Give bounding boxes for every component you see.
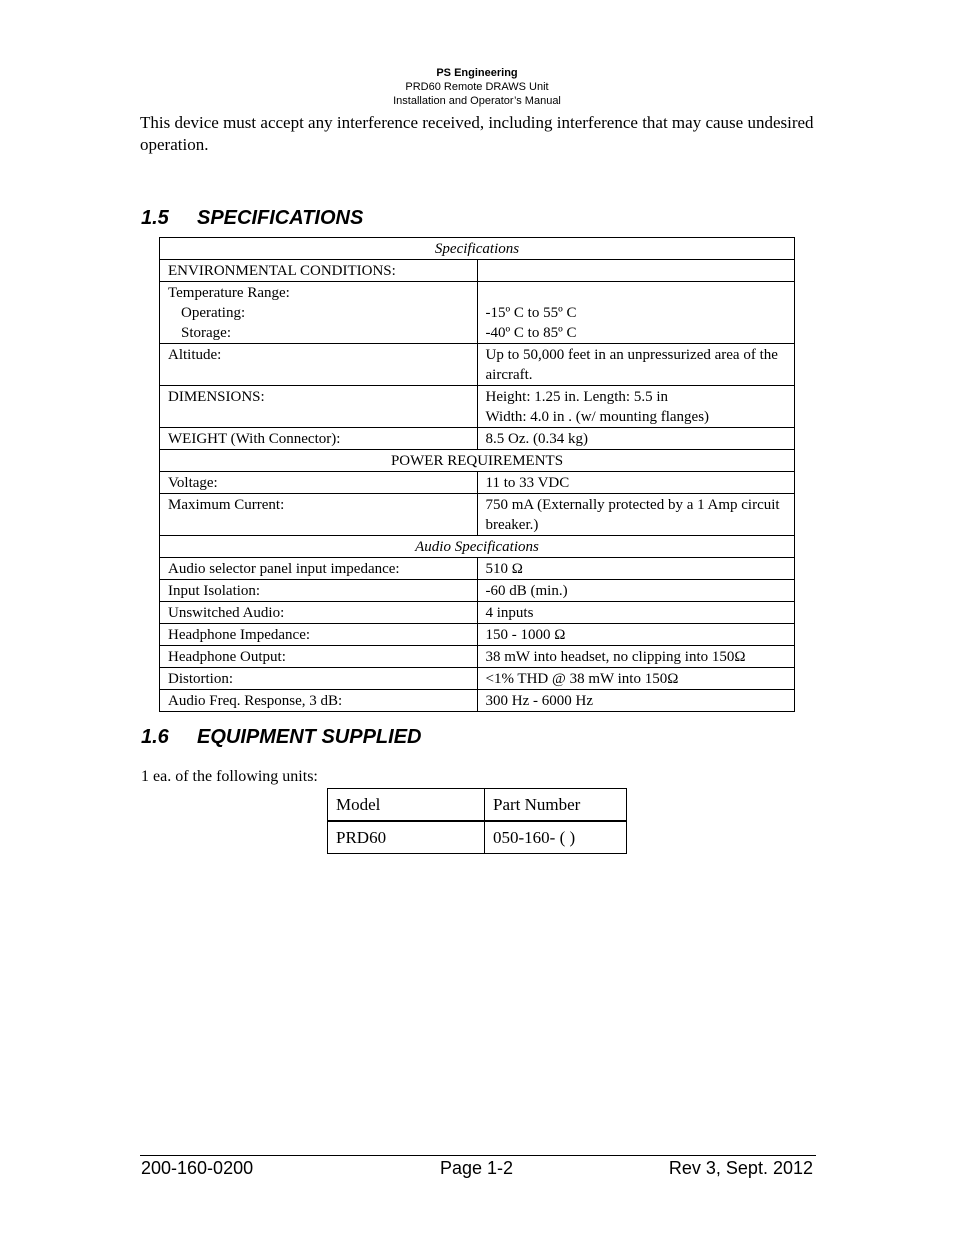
dimensions-label: DIMENSIONS: (160, 386, 478, 428)
footer-doc-number: 200-160-0200 (141, 1158, 254, 1178)
table-row (160, 624, 795, 646)
storage-value: -40º C to 85º C (485, 325, 577, 341)
part-number-cell: 050-160- ( ) (485, 821, 627, 854)
column-header-model: Model (328, 789, 485, 822)
table-row (160, 472, 795, 494)
footer-divider (140, 1155, 816, 1156)
audio-heading: Audio Specifications (160, 536, 795, 558)
audio-row-label: Headphone Output: (160, 646, 478, 668)
altitude-value: Up to 50,000 feet in an unpressurized area of the aircraft. (477, 344, 795, 386)
header-company: PS Engineering (436, 67, 518, 79)
storage-label: Storage: (181, 325, 231, 341)
table-row (160, 558, 795, 580)
intro-paragraph: This device must accept any interference received, including interference that may cause undesired operation. (140, 113, 814, 154)
section-title: EQUIPMENT SUPPLIED (197, 726, 422, 748)
weight-value: 8.5 Oz. (0.34 kg) (477, 428, 795, 450)
table-row (160, 282, 795, 344)
audio-row-label: Headphone Impedance: (160, 624, 478, 646)
footer-revision: Rev 3, Sept. 2012 (668, 1158, 813, 1178)
audio-row-label: Audio selector panel input impedance: (160, 558, 478, 580)
footer-page-number: Page 1-2 (440, 1158, 514, 1178)
dimensions-value (477, 386, 795, 428)
table-row (160, 668, 795, 690)
audio-row-label: Unswitched Audio: (160, 602, 478, 624)
dimensions-line-2: Width: 4.0 in . (w/ mounting flanges) (485, 409, 710, 425)
section-heading-specifications (141, 207, 363, 230)
audio-row-value: -60 dB (min.) (477, 580, 795, 602)
audio-row-label: Input Isolation: (160, 580, 478, 602)
model-cell: PRD60 (328, 821, 485, 854)
temperature-cell (160, 282, 478, 344)
audio-row-value: <1% THD @ 38 mW into 150Ω (477, 668, 795, 690)
audio-row-label: Audio Freq. Response, 3 dB: (160, 690, 478, 712)
power-heading: POWER REQUIREMENTS (160, 450, 795, 472)
table-row (160, 494, 795, 536)
voltage-value: 11 to 33 VDC (477, 472, 795, 494)
section-number: 1.5 (141, 207, 169, 229)
audio-row-value: 510 Ω (477, 558, 795, 580)
env-value (477, 260, 795, 282)
specifications-table (159, 237, 795, 712)
section-title: SPECIFICATIONS (197, 207, 364, 229)
dimensions-line-1: Height: 1.25 in. Length: 5.5 in (485, 389, 668, 405)
header-product: PRD60 Remote DRAWS Unit (405, 81, 549, 93)
temperature-values (477, 282, 795, 344)
altitude-label: Altitude: (160, 344, 478, 386)
table-row (160, 602, 795, 624)
audio-row-value: 38 mW into headset, no clipping into 150Ω (477, 646, 795, 668)
table-row (160, 344, 795, 386)
table-row (328, 821, 627, 854)
audio-row-value: 150 - 1000 Ω (477, 624, 795, 646)
table-header-row (328, 789, 627, 822)
table-row (160, 260, 795, 282)
table-row (160, 690, 795, 712)
current-label: Maximum Current: (160, 494, 478, 536)
env-label: ENVIRONMENTAL CONDITIONS: (160, 260, 478, 282)
table-row (160, 428, 795, 450)
parts-table (327, 788, 627, 854)
weight-label: WEIGHT (With Connector): (160, 428, 478, 450)
table-row (160, 386, 795, 428)
running-header (0, 66, 954, 108)
section-heading-equipment (141, 726, 421, 749)
section-number: 1.6 (141, 726, 169, 748)
header-manual: Installation and Operator’s Manual (393, 95, 561, 107)
table-row (160, 646, 795, 668)
voltage-label: Voltage: (160, 472, 478, 494)
equipment-intro: 1 ea. of the following units: (141, 768, 318, 785)
operating-label: Operating: (181, 305, 246, 321)
column-header-part-number: Part Number (485, 789, 627, 822)
table-caption: Specifications (160, 238, 795, 260)
operating-value: -15º C to 55º C (485, 305, 577, 321)
audio-row-value: 300 Hz - 6000 Hz (477, 690, 795, 712)
audio-row-label: Distortion: (160, 668, 478, 690)
audio-row-value: 4 inputs (477, 602, 795, 624)
temp-range-label: Temperature Range: (168, 285, 290, 301)
table-row (160, 580, 795, 602)
current-value: 750 mA (Externally protected by a 1 Amp circuit breaker.) (477, 494, 795, 536)
